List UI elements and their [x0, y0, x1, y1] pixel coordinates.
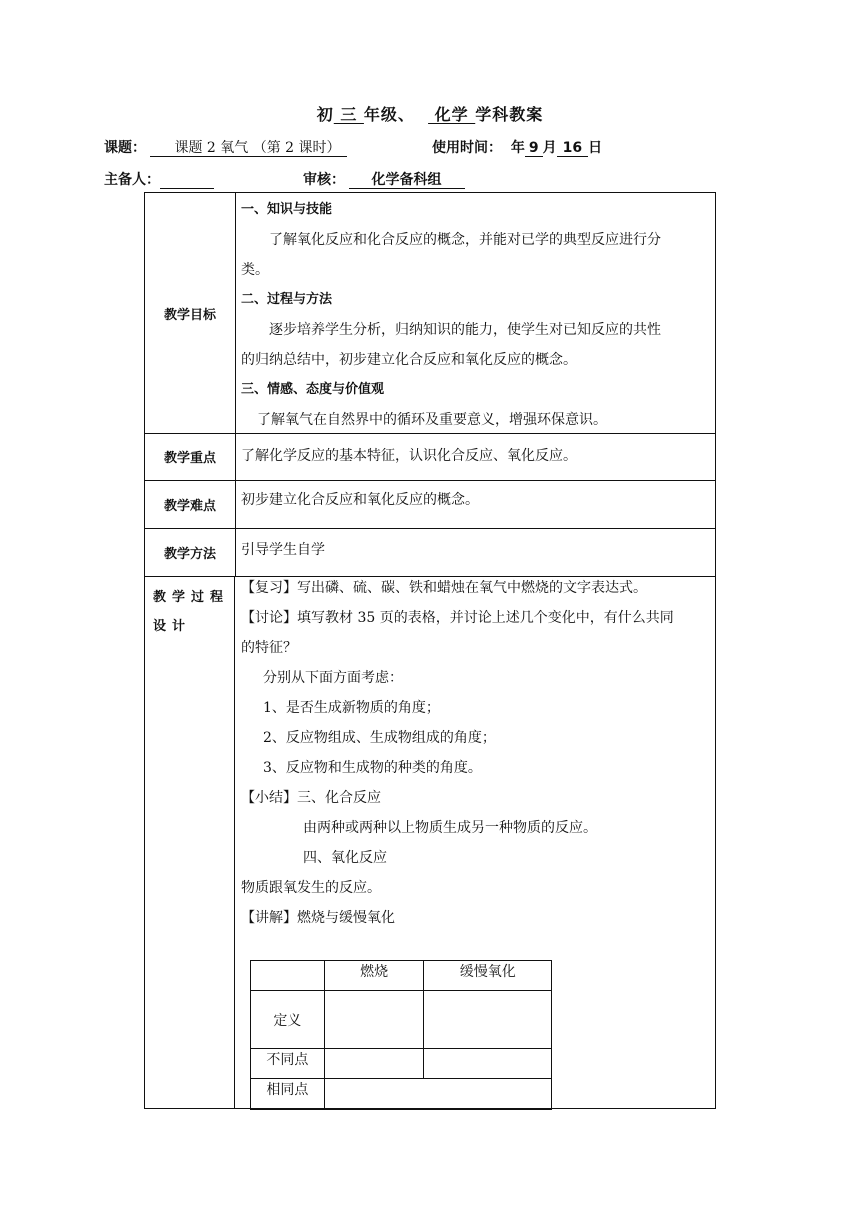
- header-cell: 缓慢氧化: [424, 961, 552, 991]
- day-value: 16: [557, 141, 588, 157]
- time-label: 使用时间：: [432, 140, 502, 156]
- topic-value: 课题 2 氧气 （第 2 课时）: [150, 141, 346, 157]
- row-label: 教学难点: [145, 481, 236, 528]
- topic-label: 课题：: [104, 140, 146, 156]
- row-label: 教学过程 设计: [145, 577, 235, 1108]
- table-cell: [324, 1079, 551, 1110]
- row-difficulty: 教学难点 初步建立化合反应和氧化反应的概念。: [145, 481, 715, 529]
- reviewer-label: 审核：: [303, 172, 345, 188]
- comparison-table: [250, 960, 552, 1110]
- process-content: 【复习】写出磷、硫、碳、铁和蜡烛在氧气中燃烧的文字表达式。 【讨论】填写教材 35 页的表格，并讨论上述几个变化中，有什么共同 的特征？ 分别从下面方面考虑： 1、是否生成新物质的角度； 2、反应物组成、生成物组成的角度； 3、反应物和生成物的种类的角度。 【小结】三、化合反应 由两种或两种以上物质生成另一种物质的反应。 四、氧化反应 物质跟氧发生的反应。 【讲解】燃烧与缓慢氧化: [241, 580, 674, 926]
- reviewer-value: 化学备科组: [349, 173, 465, 189]
- row-header-cell: 定义: [251, 991, 325, 1049]
- preparer-blank: [160, 173, 214, 189]
- header-cell-empty: [251, 961, 325, 991]
- table-cell: [324, 1049, 424, 1079]
- time-line: 使用时间： 年9月16日: [432, 140, 603, 156]
- row-key-points: 教学重点 了解化学反应的基本特征，认识化合反应、氧化反应。: [145, 433, 715, 481]
- row-goals: [145, 193, 715, 434]
- row-label: 教学方法: [145, 529, 236, 576]
- month-value: 9: [525, 141, 543, 157]
- reviewer-line: [303, 169, 465, 189]
- goals-content: 一、知识与技能 了解氧化反应和化合反应的概念，并能对已学的典型反应进行分 类。 二、过程与方法 逐步培养学生分析，归纳知识的能力，使学生对已知反应的共性 的归纳总结中，初步建立化合反应和氧化反应的概念。 三、情感、态度与价值观 了解氧气在自然界中的循环及重要意义，增强环保意识。: [241, 202, 661, 428]
- table-cell: [424, 991, 552, 1049]
- row-label: 教学目标: [145, 193, 236, 433]
- grade-value: 三: [333, 105, 364, 124]
- row-header-cell: 相同点: [251, 1079, 325, 1110]
- row-method: 教学方法 引导学生自学: [145, 529, 715, 577]
- topic-line: [104, 137, 347, 157]
- preparer-label: 主备人：: [104, 172, 160, 188]
- row-header-cell: 不同点: [251, 1049, 325, 1079]
- table-cell: [324, 991, 424, 1049]
- header-cell: 燃烧: [324, 961, 424, 991]
- table-cell: [424, 1049, 552, 1079]
- subject-value: 化学: [428, 105, 476, 124]
- preparer-line: [104, 169, 214, 189]
- page-title: 初 三 年级、 化学 学科教案: [316, 105, 544, 124]
- row-label: 教学重点: [145, 433, 236, 480]
